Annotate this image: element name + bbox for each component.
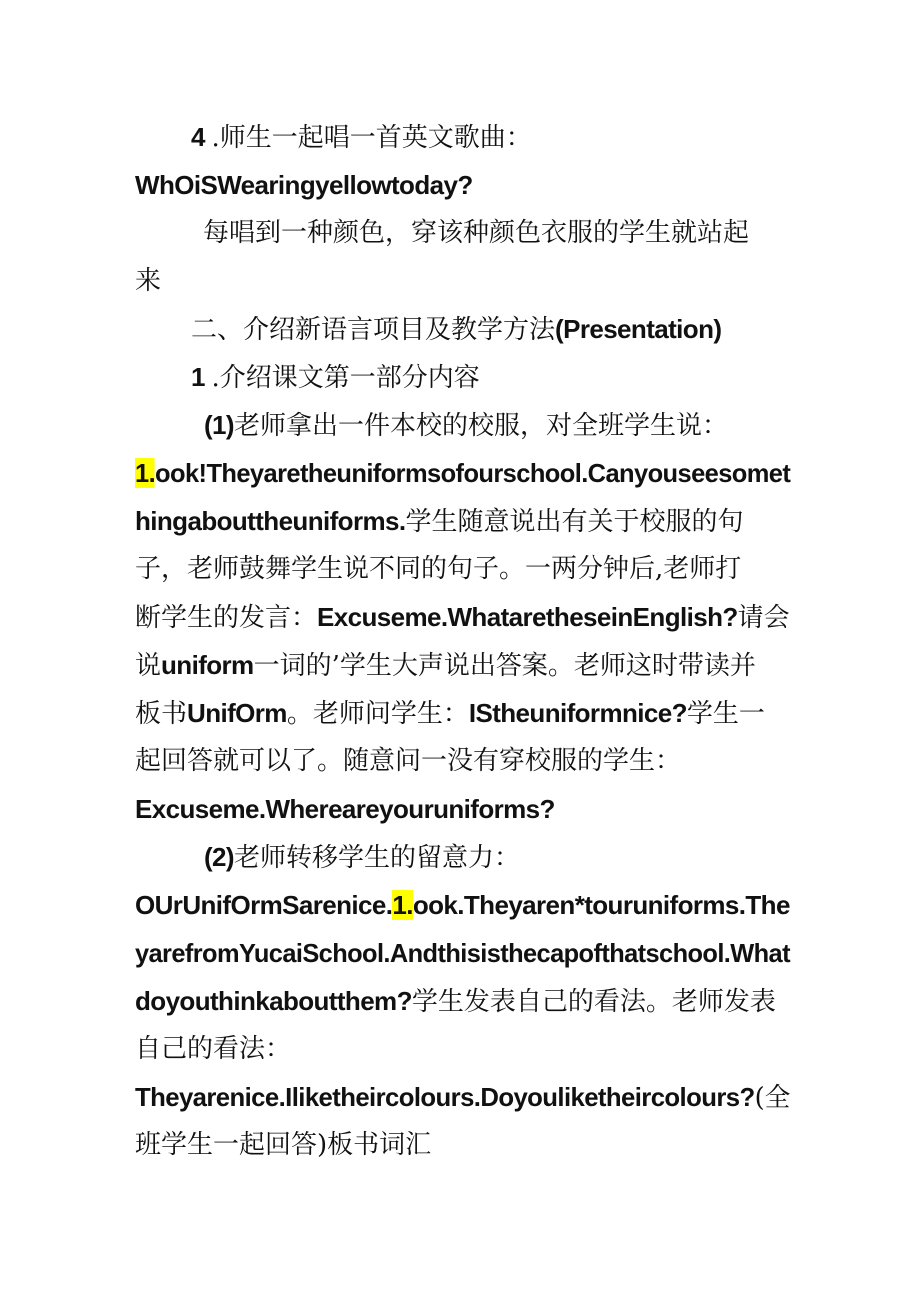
- text-line: [191, 360, 790, 394]
- text-segment: hingabouttheuniforms.: [135, 506, 406, 536]
- text-segment: 每唱到一种颜色，穿该种颜色衣服的学生就站起: [203, 218, 750, 248]
- text-line: [135, 936, 790, 970]
- text-line: [135, 504, 790, 538]
- text-segment: Excuseme.Whereareyouruniforms?: [135, 794, 555, 824]
- text-segment: 断学生的发言：: [135, 603, 318, 633]
- text-line: [204, 840, 790, 874]
- text-segment: 。老师问学生：: [286, 699, 469, 729]
- text-segment: OUrUnifOrmSarenice.: [135, 890, 393, 920]
- text-line: [135, 600, 790, 634]
- text-segment: 子，老师鼓舞学生说不同的句子。一两分钟后,老师打: [135, 554, 742, 584]
- text-segment: (1): [204, 410, 234, 440]
- text-segment: 学生一: [686, 699, 765, 729]
- text-line: [191, 312, 790, 346]
- text-segment: 起回答就可以了。随意问一没有穿校服的学生：: [135, 746, 682, 776]
- text-segment: 老师拿出一件本校的校服，对全班学生说：: [233, 411, 728, 441]
- text-segment: 1: [191, 362, 212, 392]
- text-segment: 学生发表自己的看法。老师发表: [411, 987, 776, 1017]
- text-line: [203, 216, 790, 250]
- text-segment: uniform: [161, 650, 254, 680]
- text-line: [135, 744, 790, 778]
- text-segment: Excuseme.WhataretheseinEnglish?: [317, 602, 738, 632]
- text-segment: 来: [135, 266, 162, 296]
- text-segment: ook!Theyaretheuniformsofourschool.Canyouseesomet: [155, 458, 791, 488]
- text-segment: 板书: [135, 699, 188, 729]
- text-line: [135, 696, 790, 730]
- text-segment: 自己的看法：: [135, 1034, 292, 1064]
- highlighted-text: 1.: [392, 890, 413, 920]
- text-segment: 老师转移学生的留意力：: [233, 843, 520, 873]
- text-segment: 4: [191, 122, 212, 152]
- text-segment: 请会: [737, 603, 790, 633]
- text-segment: 一词的’学生大声说出答案。老师这时带读并: [253, 651, 756, 681]
- text-line: [135, 888, 790, 922]
- text-segment: .师生一起唱一首英文歌曲：: [211, 123, 532, 153]
- text-segment: (2): [204, 842, 234, 872]
- text-line: [135, 168, 790, 202]
- text-line: [135, 1032, 790, 1066]
- text-line: [135, 984, 790, 1018]
- text-line: [135, 1128, 790, 1162]
- text-segment: (Presentation): [555, 314, 722, 344]
- text-segment: Theyarenice.Iliketheircolours.Doyouliketheircolours?: [135, 1082, 755, 1112]
- text-segment: .介绍课文第一部分内容: [211, 363, 480, 393]
- text-line: [135, 792, 790, 826]
- text-line: [135, 648, 790, 682]
- text-line: [204, 408, 790, 442]
- text-line: [135, 552, 790, 586]
- text-segment: doyouthinkaboutthem?: [135, 986, 412, 1016]
- text-segment: WhOiSWearingyellowtoday?: [135, 170, 473, 200]
- text-segment: (全: [754, 1083, 791, 1113]
- text-line: [135, 456, 790, 490]
- text-segment: UnifOrm: [187, 698, 287, 728]
- text-line: [135, 1080, 790, 1114]
- highlighted-text: 1.: [135, 458, 156, 488]
- text-segment: 学生随意说出有关于校服的句: [405, 507, 744, 537]
- text-segment: IStheuniformnice?: [468, 698, 687, 728]
- text-segment: 二、介绍新语言项目及教学方法: [191, 315, 556, 345]
- text-line: [191, 120, 790, 154]
- text-segment: 班学生一起回答)板书词汇: [135, 1130, 432, 1160]
- text-segment: 说: [135, 651, 162, 681]
- text-segment: ook.Theyaren*touruniforms.The: [412, 890, 790, 920]
- text-segment: yarefromYucaiSchool.Andthisisthecapofthatschool.What: [135, 938, 790, 968]
- text-line: [135, 264, 790, 298]
